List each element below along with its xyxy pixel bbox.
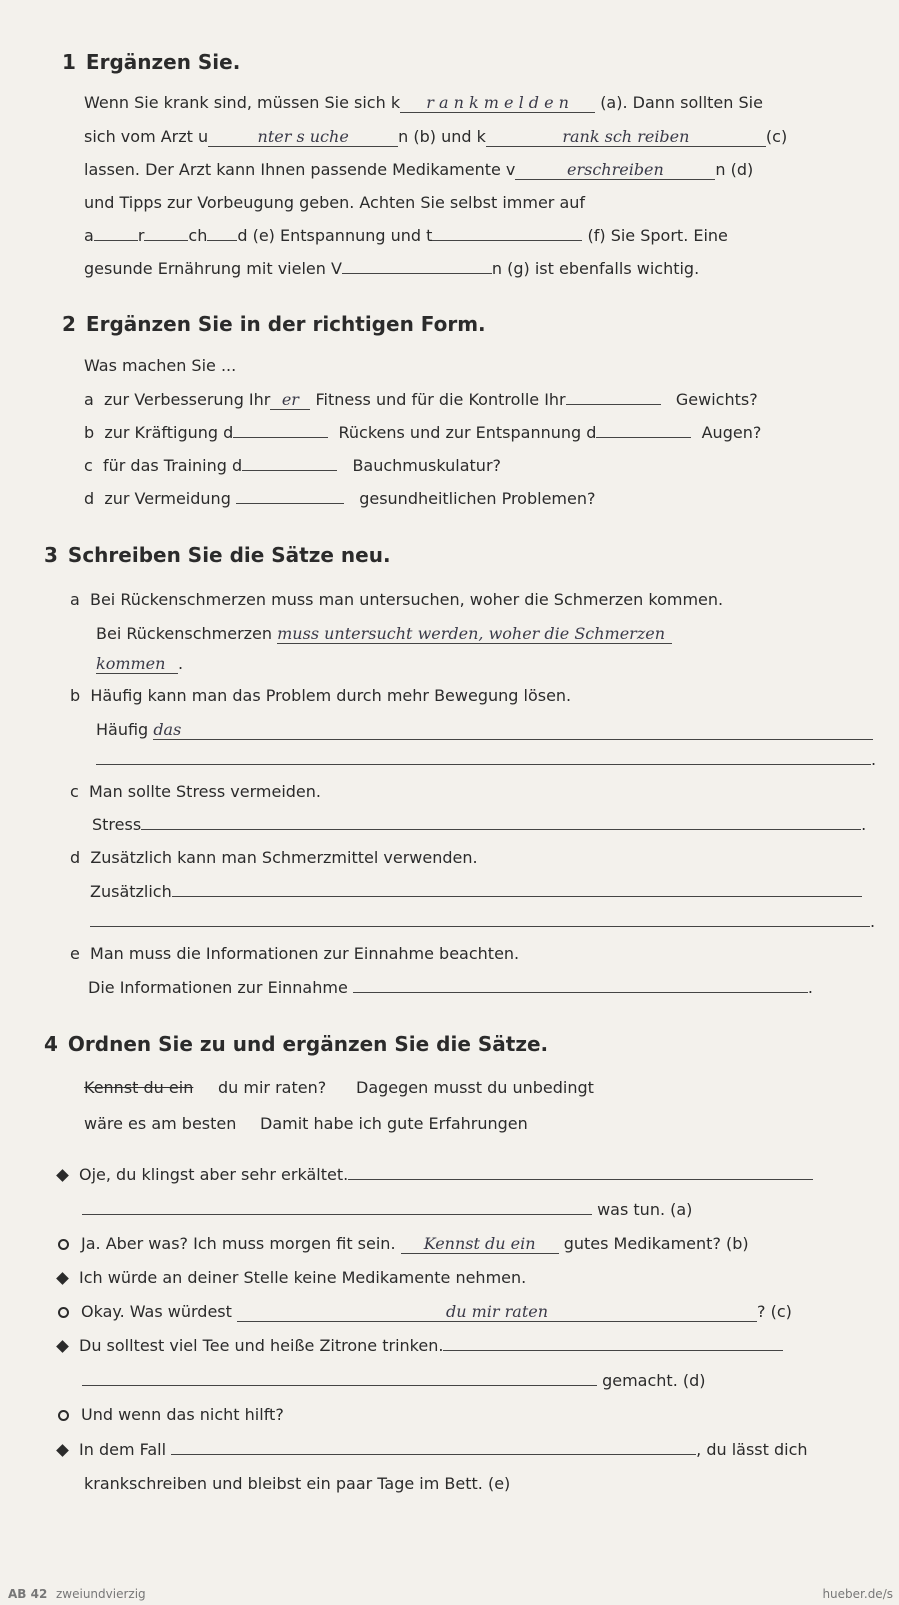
ex4-blank-e[interactable] bbox=[171, 1454, 696, 1455]
ex2-blank-d[interactable] bbox=[236, 503, 344, 504]
dialogue-4: Okay. Was würdest du mir raten ? (c) bbox=[58, 1302, 792, 1322]
ex3-e-answer: Die Informationen zur Einnahme . bbox=[88, 978, 813, 997]
ex1-blank-a[interactable]: r a n k m e l d e n bbox=[400, 93, 595, 113]
ex3-c-sentence: c Man sollte Stress vermeiden. bbox=[70, 782, 321, 801]
ex3-b-sentence: b Häufig kann man das Problem durch mehr Bewegung lösen. bbox=[70, 686, 572, 705]
ex3-blank-d2[interactable] bbox=[90, 926, 870, 927]
word-bank-item-5[interactable]: Damit habe ich gute Erfahrungen bbox=[260, 1114, 528, 1133]
ex2-item-b: b zur Kräftigung d Rückens und zur Entspannung d Augen? bbox=[84, 423, 762, 442]
ex1-line-2: sich vom Arzt u nter s uche n (b) und k rank sch reiben (c) bbox=[84, 127, 788, 146]
ex1-line-3: lassen. Der Arzt kann Ihnen passende Medikamente v erschreiben n (d) bbox=[84, 160, 754, 179]
ex1-line-1: Wenn Sie krank sind, müssen Sie sich k r a n k m e l d e n (a). Dann sollten Sie bbox=[84, 93, 763, 112]
ex2-blank-c[interactable] bbox=[242, 470, 337, 471]
ex1-line-4: und Tipps zur Vorbeugung geben. Achten Sie selbst immer auf bbox=[84, 193, 586, 212]
ex3-blank-c[interactable] bbox=[141, 829, 861, 830]
word-bank-item-4[interactable]: wäre es am besten bbox=[84, 1114, 237, 1133]
ex1-line-6: gesunde Ernährung mit vielen V n (g) ist ebenfalls wichtig. bbox=[84, 259, 700, 278]
dialogue-7b: krankschreiben und bleibst ein paar Tage im Bett. (e) bbox=[84, 1474, 511, 1493]
ex1-blank-b2[interactable]: rank sch reiben bbox=[486, 127, 766, 147]
page-code: AB 42 bbox=[8, 1587, 48, 1601]
ex1-blank-e1[interactable] bbox=[94, 240, 138, 241]
diamond-bullet-icon bbox=[56, 1444, 69, 1457]
ex1-line-5: a r ch d (e) Entspannung und t (f) Sie Sport. Eine bbox=[84, 226, 728, 245]
ex2-blank-b2[interactable] bbox=[596, 437, 691, 438]
ex4-blank-d1[interactable] bbox=[443, 1350, 783, 1351]
ex4-heading: 4 Ordnen Sie zu und ergänzen Sie die Sätze. bbox=[44, 1032, 549, 1056]
ex3-d-sentence: d Zusätzlich kann man Schmerzmittel verwenden. bbox=[70, 848, 478, 867]
ex1-blank-e2[interactable] bbox=[144, 240, 188, 241]
ex3-blank-e[interactable] bbox=[353, 992, 808, 993]
ex2-heading: 2 Ergänzen Sie in der richtigen Form. bbox=[62, 312, 486, 336]
ex4-blank-a2[interactable] bbox=[82, 1214, 592, 1215]
ex3-c-answer: Stress . bbox=[92, 815, 867, 834]
ex3-b-answer-2: . bbox=[96, 750, 876, 769]
ex2-blank-b1[interactable] bbox=[233, 437, 328, 438]
ex1-blank-b1[interactable]: nter s uche bbox=[208, 127, 398, 147]
ex3-b-answer: Häufig das bbox=[96, 720, 873, 740]
diamond-bullet-icon bbox=[56, 1169, 69, 1182]
ex3-blank-a1[interactable]: muss untersucht werden, woher die Schmerzen bbox=[277, 624, 672, 644]
ex2-item-c: c für das Training d Bauchmuskulatur? bbox=[84, 456, 502, 475]
dialogue-3: Ich würde an deiner Stelle keine Medikamente nehmen. bbox=[58, 1268, 526, 1287]
ex2-item-d: d zur Vermeidung gesundheitlichen Problemen? bbox=[84, 489, 596, 508]
page-footer bbox=[0, 1583, 899, 1605]
ex3-blank-d1[interactable] bbox=[172, 896, 862, 897]
ex2-item-a: a zur Verbesserung Ihr er Fitness und für die Kontrolle Ihr Gewichts? bbox=[84, 390, 758, 409]
ex3-d-answer: Zusätzlich bbox=[90, 882, 862, 901]
ex4-blank-a1[interactable] bbox=[348, 1179, 813, 1180]
dialogue-1b: was tun. (a) bbox=[82, 1200, 692, 1219]
ex4-blank-b[interactable]: Kennst du ein bbox=[401, 1234, 559, 1254]
ex1-blank-e3[interactable] bbox=[207, 240, 237, 241]
ex3-a-answer: Bei Rückenschmerzen muss untersucht werden, woher die Schmerzen bbox=[96, 624, 672, 644]
dialogue-5: Du solltest viel Tee und heiße Zitrone trinken. bbox=[58, 1336, 783, 1355]
word-bank-item-1[interactable]: Kennst du ein bbox=[84, 1078, 194, 1097]
ex2-intro: Was machen Sie ... bbox=[84, 356, 237, 375]
ex3-blank-a2[interactable]: kommen bbox=[96, 654, 178, 674]
ex3-e-sentence: e Man muss die Informationen zur Einnahme beachten. bbox=[70, 944, 520, 963]
publisher-url[interactable]: hueber.de/s bbox=[822, 1587, 893, 1601]
diamond-bullet-icon bbox=[56, 1340, 69, 1353]
ex3-a-sentence: a Bei Rückenschmerzen muss man untersuchen, woher die Schmerzen kommen. bbox=[70, 590, 724, 609]
dialogue-2: Ja. Aber was? Ich muss morgen fit sein. Kennst du ein gutes Medikament? (b) bbox=[58, 1234, 749, 1254]
ex1-blank-f[interactable] bbox=[432, 240, 582, 241]
word-bank-item-2[interactable]: du mir raten? bbox=[218, 1078, 327, 1097]
ex3-heading: 3 Schreiben Sie die Sätze neu. bbox=[44, 543, 391, 567]
diamond-bullet-icon bbox=[56, 1272, 69, 1285]
circle-bullet-icon bbox=[58, 1410, 69, 1421]
dialogue-1: Oje, du klingst aber sehr erkältet. bbox=[58, 1165, 813, 1184]
ex2-blank-a2[interactable] bbox=[566, 404, 661, 405]
word-bank-item-3[interactable]: Dagegen musst du unbedingt bbox=[356, 1078, 594, 1097]
circle-bullet-icon bbox=[58, 1307, 69, 1318]
ex3-blank-b2[interactable] bbox=[96, 764, 871, 765]
ex1-blank-g[interactable] bbox=[342, 273, 492, 274]
ex1-heading: 1 Ergänzen Sie. bbox=[62, 50, 241, 74]
dialogue-5b: gemacht. (d) bbox=[82, 1371, 706, 1390]
dialogue-7: In dem Fall , du lässt dich bbox=[58, 1440, 808, 1459]
ex3-d-answer-2: . bbox=[90, 912, 875, 931]
ex3-blank-b1[interactable]: das bbox=[153, 720, 873, 740]
dialogue-6: Und wenn das nicht hilft? bbox=[58, 1405, 284, 1424]
ex4-blank-d2[interactable] bbox=[82, 1385, 597, 1386]
ex3-a-answer-2: kommen . bbox=[96, 654, 184, 673]
page-word: zweiundvierzig bbox=[56, 1587, 146, 1601]
circle-bullet-icon bbox=[58, 1239, 69, 1250]
ex2-blank-a1[interactable]: er bbox=[270, 390, 310, 410]
ex4-blank-c[interactable]: du mir raten bbox=[237, 1302, 757, 1322]
ex1-blank-d[interactable]: erschreiben bbox=[515, 160, 715, 180]
